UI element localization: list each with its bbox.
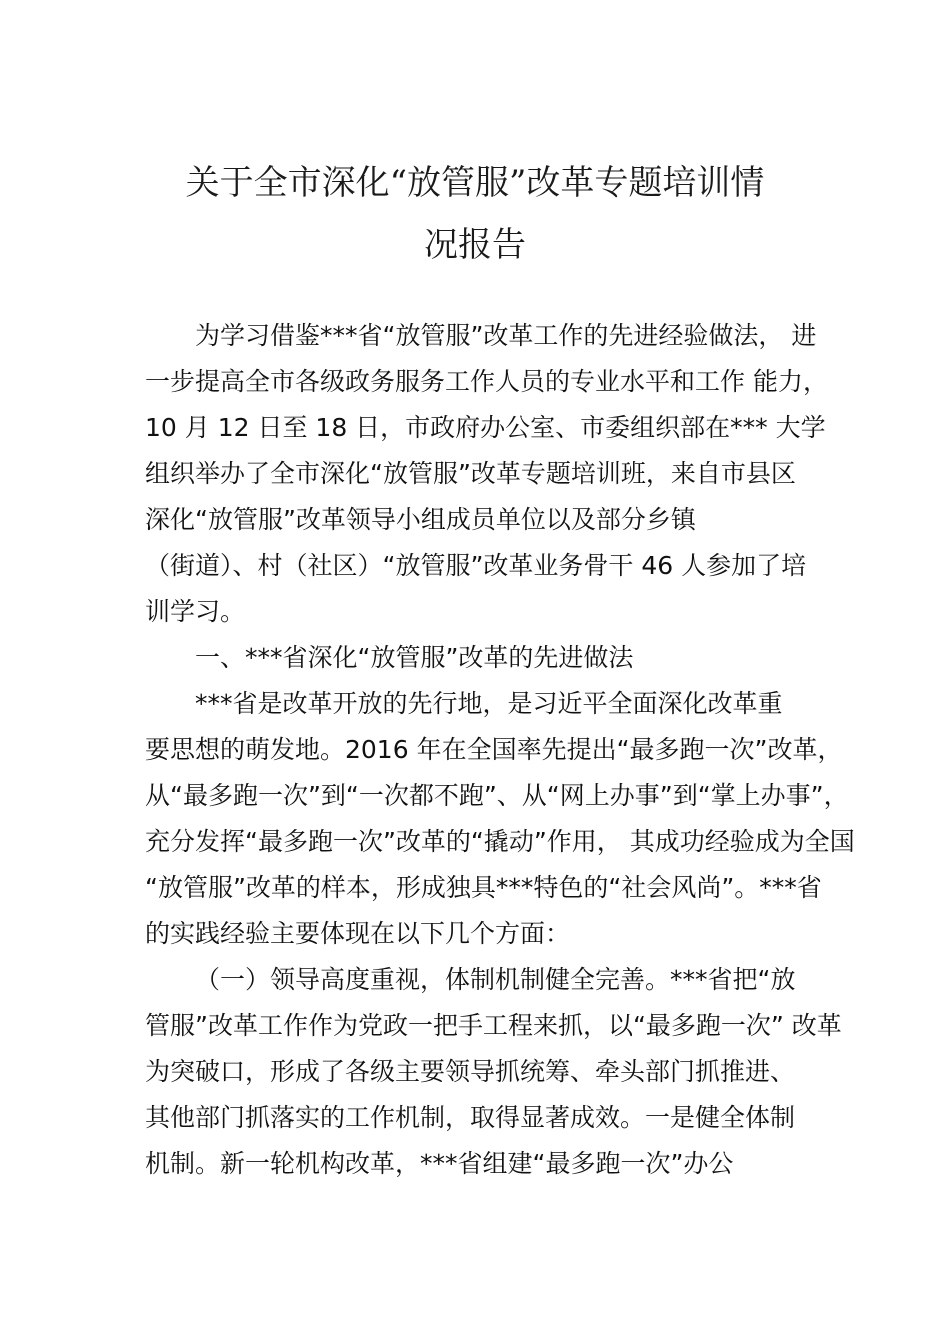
paragraph-1-line-1: 为学习借鉴***省“放管服”改革工作的先进经验做法， 进 (195, 321, 817, 350)
paragraph-3-line-1: （一）领导高度重视，体制机制健全完善。***省把“放 (195, 965, 796, 994)
paragraph-2-line-3: 从“最多跑一次”到“一次都不跑”、从“网上办事”到“掌上办事”， (145, 781, 849, 810)
paragraph-3-line-2: 管服”改革工作作为党政一把手工程来抓，以“最多跑一次” 改革 (145, 1011, 842, 1040)
paragraph-1-line-6: （街道）、村（社区）“放管服”改革业务骨干 46 人参加了培 (145, 551, 807, 580)
paragraph-3-line-3: 为突破口，形成了各级主要领导抓统筹、牵头部门抓推进、 (145, 1057, 796, 1086)
paragraph-1-line-5: 深化“放管服”改革领导小组成员单位以及部分乡镇 (145, 505, 696, 534)
paragraph-3-line-4: 其他部门抓落实的工作机制，取得显著成效。一是健全体制 (145, 1103, 796, 1132)
paragraph-1-line-3: 10 月 12 日至 18 日，市政府办公室、市委组织部在*** 大学 (145, 413, 826, 442)
paragraph-2-line-5: “放管服”改革的样本，形成独具***特色的“社会风尚”。***省 (145, 873, 822, 902)
paragraph-1-line-4: 组织举办了全市深化“放管服”改革专题培训班，来自市县区 (145, 459, 796, 488)
paragraph-2-line-1: ***省是改革开放的先行地，是习近平全面深化改革重 (195, 689, 783, 718)
paragraph-1-line-7: 训学习。 (145, 597, 246, 626)
paragraph-2-line-4: 充分发挥“最多跑一次”改革的“撬动”作用， 其成功经验成为全国 (145, 827, 855, 856)
document-title-line-1: 关于全市深化“放管服”改革专题培训情 (185, 163, 765, 203)
document-title-line-2: 况报告 (424, 225, 526, 265)
paragraph-3-line-5: 机制。新一轮机构改革，***省组建“最多跑一次”办公 (145, 1149, 734, 1178)
section-heading-1: 一、***省深化“放管服”改革的先进做法 (195, 643, 634, 672)
paragraph-2-line-6: 的实践经验主要体现在以下几个方面： (145, 919, 571, 948)
paragraph-1-line-2: 一步提高全市各级政务服务工作人员的专业水平和工作 能力， (145, 367, 828, 396)
paragraph-2-line-2: 要思想的萌发地。2016 年在全国率先提出“最多跑一次”改革， (145, 735, 843, 764)
